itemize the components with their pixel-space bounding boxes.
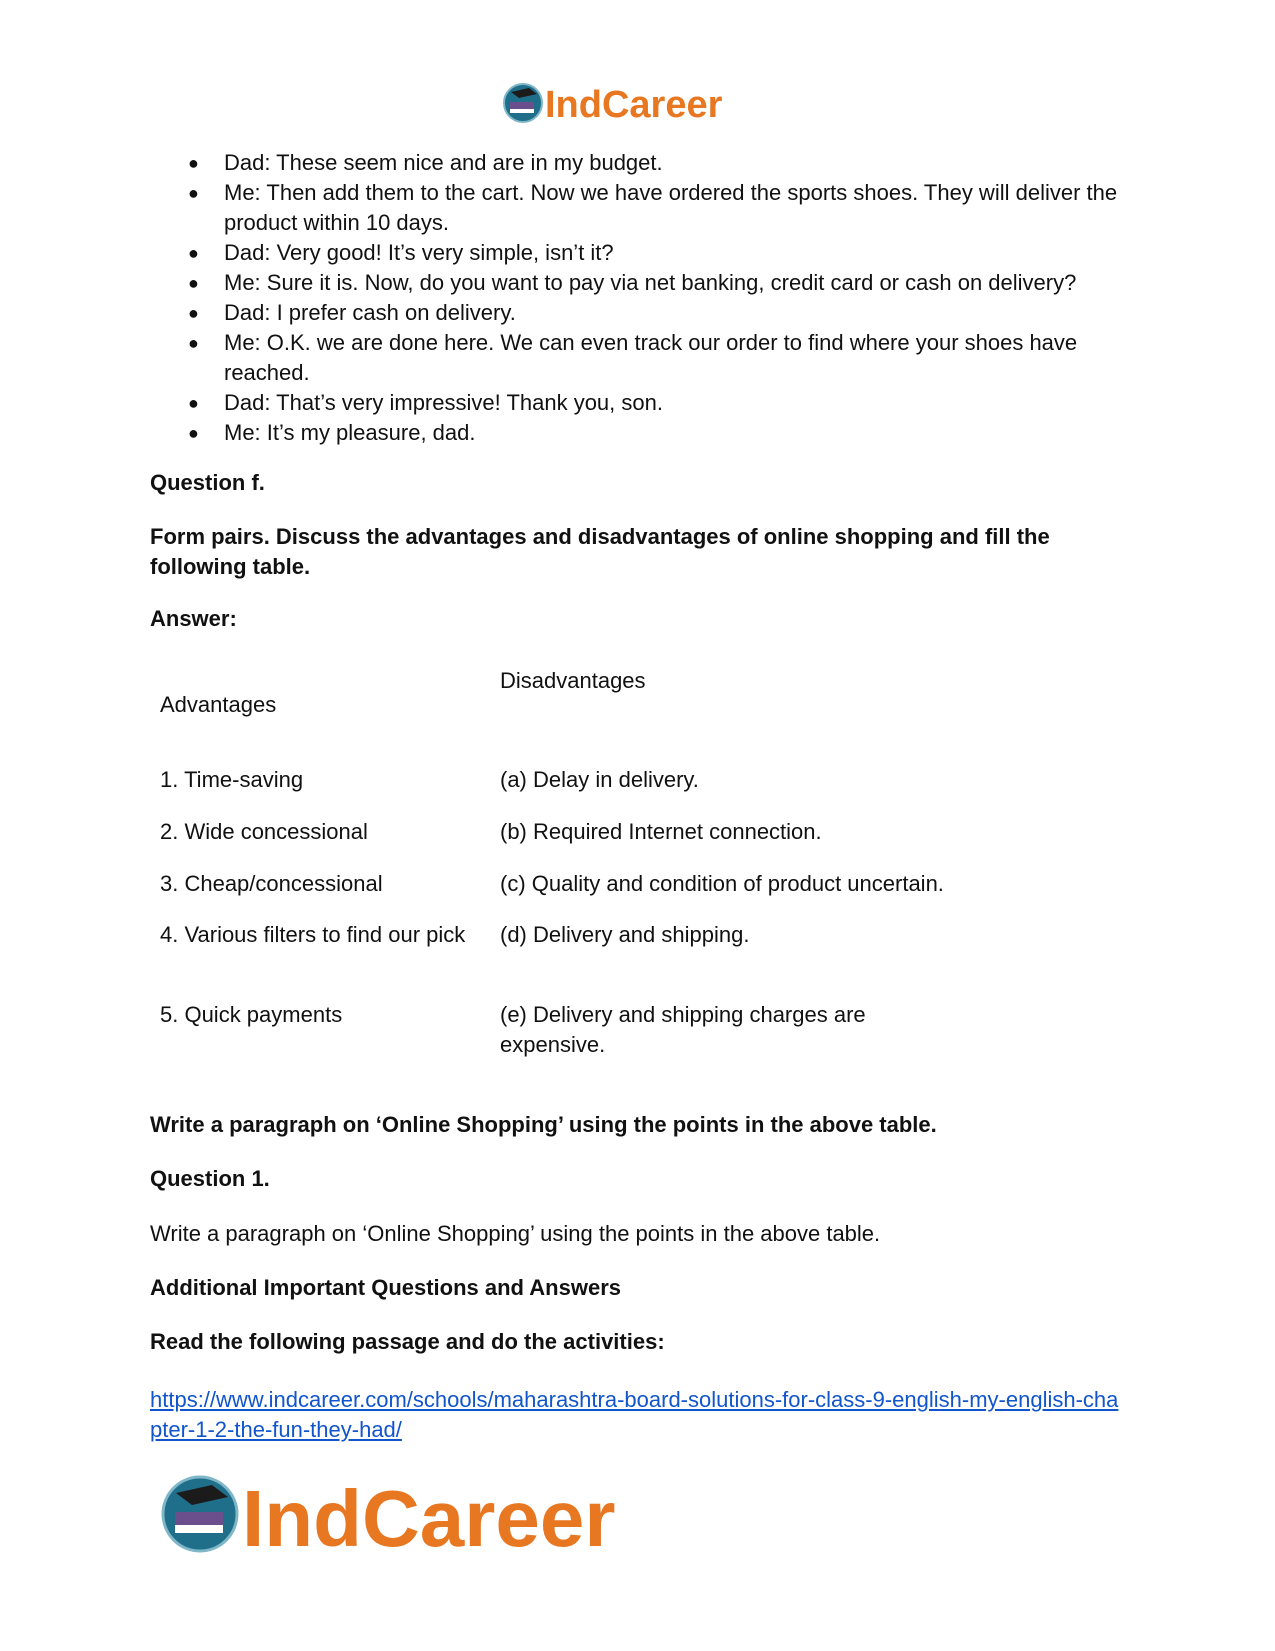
advantage-cell: 2. Wide concessional (160, 819, 368, 844)
indcareer-logo-bottom (158, 1466, 698, 1562)
bullet-icon: ● (188, 243, 199, 263)
disadvantage-cell: (d) Delivery and shipping. (500, 922, 750, 947)
question-1-text: Write a paragraph on ‘Online Shopping’ using the points in the above table. (150, 1221, 881, 1246)
question-f-prompt: Form pairs. Discuss the advantages and disadvantages of online shopping and fill the following table. (150, 524, 1050, 579)
list-item: ● Dad: Very good! It’s very simple, isn’t it? (150, 238, 1130, 268)
bullet-icon: ● (188, 333, 199, 353)
bullet-icon: ● (188, 393, 199, 413)
list-item: ● Dad: That’s very impressive! Thank you, son. (150, 388, 1130, 418)
globe-book-icon (504, 84, 542, 122)
bullet-icon: ● (188, 303, 199, 323)
bullet-icon: ● (188, 183, 199, 203)
advantages-header: Advantages (160, 692, 277, 717)
advantage-cell: 1. Time-saving (160, 767, 304, 792)
read-passage-heading: Read the following passage and do the activities: (150, 1329, 665, 1354)
additional-questions-heading: Additional Important Questions and Answers (150, 1275, 622, 1300)
list-item: ● Dad: These seem nice and are in my budget. (150, 148, 1130, 178)
list-item: ● Me: Then add them to the cart. Now we have ordered the sports shoes. They will deliver the product within 10 days. (188, 180, 1118, 235)
dialogue-list (150, 148, 1130, 448)
advantage-cell: 4. Various filters to find our pick (160, 922, 466, 947)
list-item: ● Me: Sure it is. Now, do you want to pay via net banking, credit card or cash on delivery? (150, 268, 1130, 298)
list-item: ● Dad: I prefer cash on delivery. (150, 298, 1130, 328)
disadvantage-cell: (c) Quality and condition of product uncertain. (500, 871, 944, 896)
globe-book-icon (163, 1477, 237, 1551)
list-item: ● Me: It’s my pleasure, dad. (150, 418, 1130, 448)
logo-text: IndCareer (242, 1474, 616, 1562)
disadvantage-cell: (b) Required Internet connection. (500, 819, 822, 844)
logo-text: IndCareer (545, 84, 723, 126)
indcareer-logo-top (501, 78, 781, 128)
disadvantages-header: Disadvantages (500, 668, 646, 693)
bullet-icon: ● (188, 423, 199, 443)
bullet-icon: ● (188, 273, 199, 293)
disadvantage-cell: (a) Delay in delivery. (500, 767, 699, 792)
advantage-cell: 3. Cheap/concessional (160, 871, 383, 896)
disadvantage-cell: (e) Delivery and shipping charges are expensive. (500, 1002, 866, 1057)
bullet-icon: ● (188, 153, 199, 173)
advantage-cell: 5. Quick payments (160, 1002, 343, 1027)
question-f-heading: Question f. (150, 470, 265, 495)
list-item: ● Me: O.K. we are done here. We can even track our order to find where your shoes have reached. (188, 330, 1078, 385)
write-paragraph-heading: Write a paragraph on ‘Online Shopping’ using the points in the above table. (150, 1112, 937, 1137)
source-link[interactable]: https://www.indcareer.com/schools/maharashtra-board-solutions-for-class-9-english-my-english-chapter-1-2-the-fun-they-had/ (150, 1387, 1119, 1442)
question-1-heading: Question 1. (150, 1166, 270, 1191)
answer-label: Answer: (150, 606, 237, 631)
